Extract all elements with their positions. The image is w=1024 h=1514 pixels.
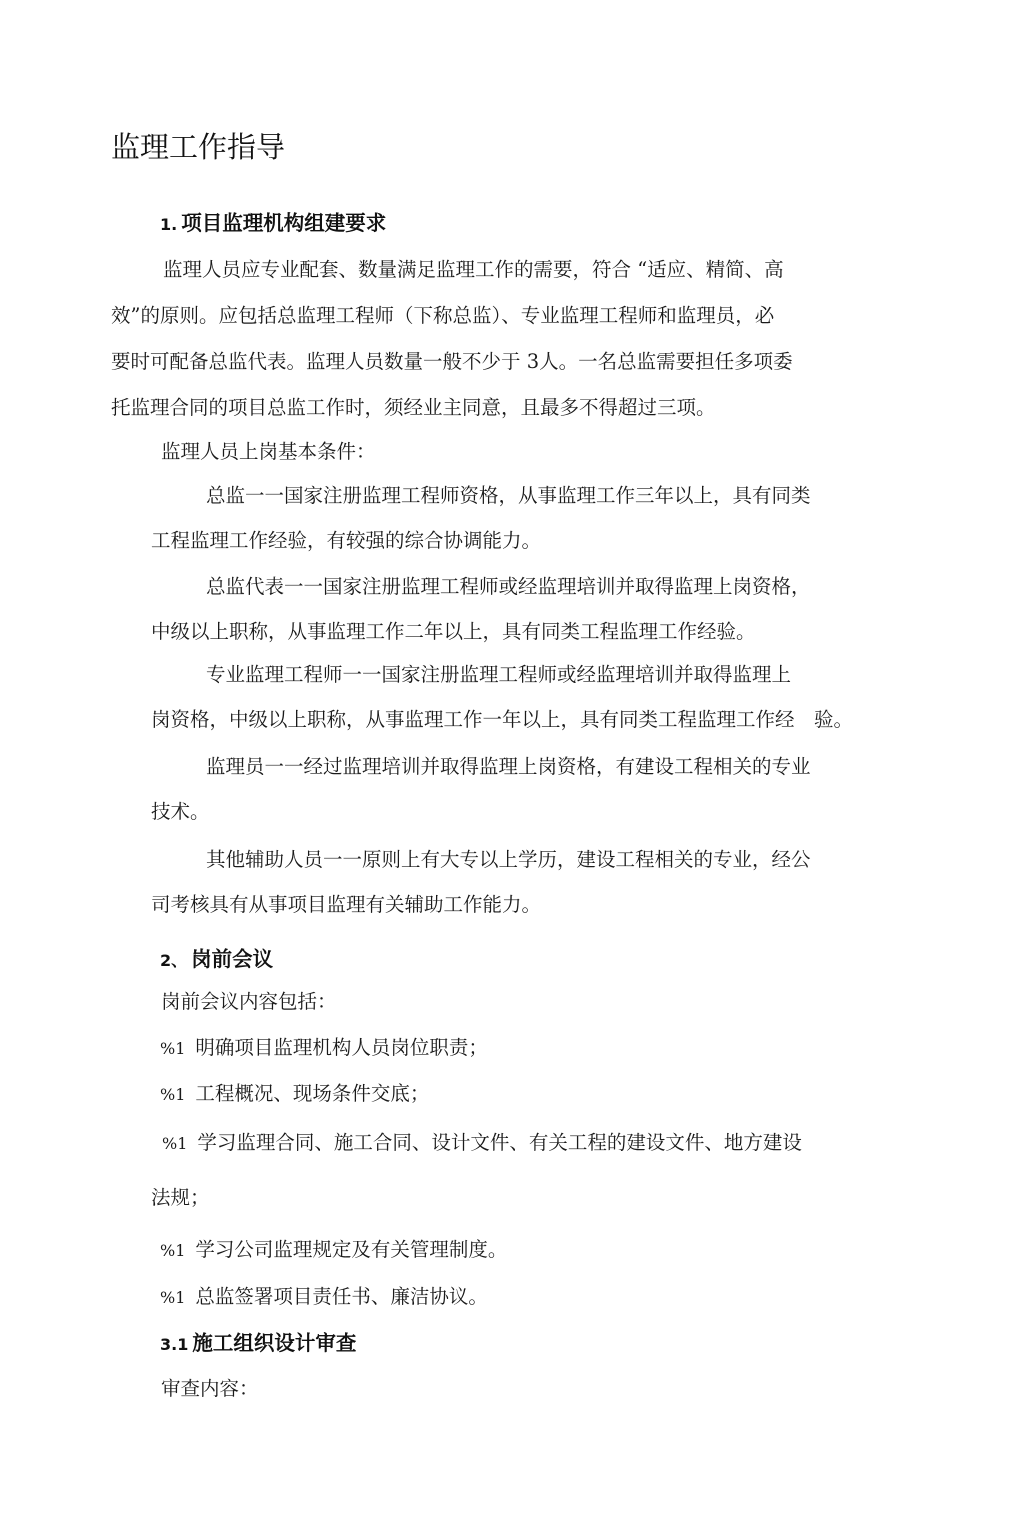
role-inspector-line-1: 监理员一一经过监理培训并取得监理上岗资格，有建设工程相关的专业 (206, 755, 811, 778)
section-1-title: 项目监理机构组建要求 (181, 211, 387, 235)
list-item-text: 明确项目监理机构人员岗位职责； (195, 1036, 488, 1059)
role-assistant-line-1: 其他辅助人员一一原则上有大专以上学历，建设工程相关的专业，经公 (206, 848, 811, 871)
section-2-title: 岗前会议 (191, 947, 274, 971)
bullet-marker: %1 (162, 1134, 188, 1153)
list-item-text: 学习监理合同、施工合同、设计文件、有关工程的建设文件、地方建设 (197, 1131, 802, 1154)
list-item (160, 1285, 488, 1310)
role-chief-line-2: 工程监理工作经验，有较强的综合协调能力。 (151, 529, 542, 552)
section-2-heading (160, 946, 273, 974)
role-deputy-line-2: 中级以上职称，从事监理工作二年以上，具有同类工程监理工作经验。 (151, 620, 756, 643)
conditions-label: 监理人员上岗基本条件： (161, 440, 376, 463)
section-3-title: 施工组织设计审查 (192, 1331, 357, 1355)
section-1-heading (160, 210, 386, 238)
paragraph-line: 要时可配备总监代表。监理人员数量一般不少于 3人。一名总监需要担任多项委 (111, 350, 793, 373)
section-3-heading (160, 1330, 356, 1358)
paragraph-line: 监理人员应专业配套、数量满足监理工作的需要，符合 “适应、精简、高 (163, 258, 784, 281)
section-2-number: 2、 (160, 951, 188, 970)
paragraph-line: 效”的原则。应包括总监理工程师（下称总监）、专业监理工程师和监理员，必 (111, 304, 775, 327)
bullet-marker: %1 (160, 1288, 186, 1307)
section-3-number: 3.1 (160, 1335, 189, 1354)
paragraph-line: 托监理合同的项目总监工作时，须经业主同意，且最多不得超过三项。 (111, 396, 716, 419)
section-3-intro: 审查内容： (161, 1377, 259, 1400)
list-item (162, 1131, 802, 1156)
role-assistant-line-2: 司考核具有从事项目监理有关辅助工作能力。 (151, 893, 542, 916)
list-item-continuation: 法规； (151, 1186, 210, 1209)
bullet-marker: %1 (160, 1241, 186, 1260)
list-item-text: 总监签署项目责任书、廉洁协议。 (195, 1285, 488, 1308)
role-specialist-line-1: 专业监理工程师一一国家注册监理工程师或经监理培训并取得监理上 (206, 663, 792, 686)
bullet-marker: %1 (160, 1085, 186, 1104)
section-2-intro: 岗前会议内容包括： (161, 990, 337, 1013)
role-specialist-line-2: 岗资格，中级以上职称，从事监理工作一年以上，具有同类工程监理工作经 验。 (151, 708, 854, 731)
list-item-text: 工程概况、现场条件交底； (195, 1082, 430, 1105)
list-item (160, 1036, 488, 1061)
list-item-text: 学习公司监理规定及有关管理制度。 (195, 1238, 508, 1261)
role-inspector-line-2: 技术。 (151, 800, 210, 823)
section-1-number: 1. (160, 215, 178, 234)
list-item (160, 1082, 429, 1107)
document-title: 监理工作指导 (111, 130, 286, 164)
list-item (160, 1238, 507, 1263)
bullet-marker: %1 (160, 1039, 186, 1058)
role-chief-line-1: 总监一一国家注册监理工程师资格，从事监理工作三年以上，具有同类 (206, 484, 811, 507)
role-deputy-line-1: 总监代表一一国家注册监理工程师或经监理培训并取得监理上岗资格， (206, 575, 811, 598)
